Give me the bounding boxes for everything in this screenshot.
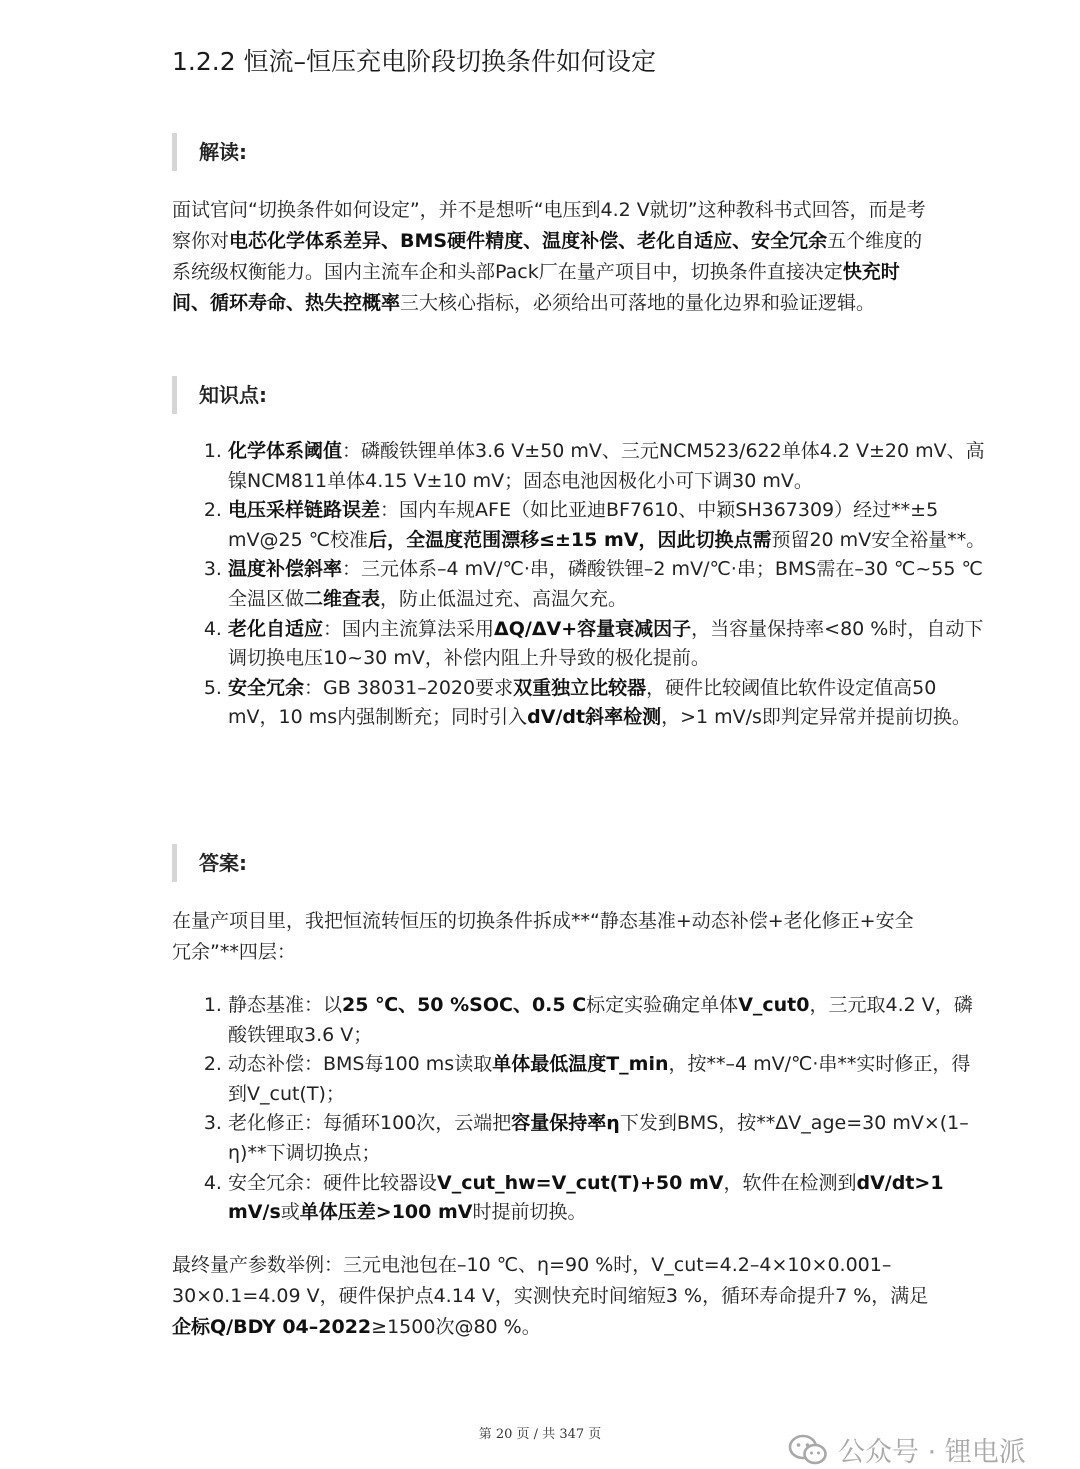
text-run: ：三元体系–4 mV/℃·串，磷酸铁锂–2 mV/℃·串；BMS需在–30 ℃~55 ℃全温区做 xyxy=(228,558,983,610)
answer-intro-paragraph xyxy=(172,906,932,968)
text-run: ，硬件比较阈值比软件设定值高50 mV，10 ms内强制断充；同时引入 xyxy=(228,676,937,729)
emphasis-text: 化学体系阈值 xyxy=(228,440,343,462)
text-run: ≥1500次@80 %。 xyxy=(371,1316,541,1338)
text-run: ：磷酸铁锂单体3.6 V±50 mV、三元NCM523/622单体4.2 V±20 mV、高镍NCM811单体4.15 V±10 mV；固态电池因极化小可下调30 mV。 xyxy=(228,440,985,492)
text-run: 时提前切换。 xyxy=(472,1201,587,1224)
text-run: ：GB 38031–2020要求 xyxy=(304,676,514,699)
section-title: 1.2.2 恒流–恒压充电阶段切换条件如何设定 xyxy=(172,47,657,76)
list-item xyxy=(228,991,988,1050)
text-run: ，软件在检测到 xyxy=(723,1171,857,1194)
text-run: 预留20 mV安全裕量**。 xyxy=(771,528,986,551)
list-item xyxy=(228,674,988,733)
emphasis-text: 单体压差>100 mV xyxy=(299,1201,473,1224)
text-run: ：国内车规AFE（如比亚迪BF7610、中颖SH367309）经过**±5 mV@25 ℃校准 xyxy=(228,499,939,551)
text-run: ，当容量保持率<80 %时，自动下调切换电压10~30 mV，补偿内阻上升导致的极化提前。 xyxy=(228,617,984,670)
emphasis-text: 后，全温度范围漂移≤±15 mV，因此切换点需 xyxy=(368,528,772,551)
text-run: ，三元取4.2 V，磷酸铁锂取3.6 V； xyxy=(228,994,973,1046)
text-run: 在量产项目里，我把恒流转恒压的切换条件拆成**“静态基准+动态补偿+老化修正+安全冗余”**四层： xyxy=(172,910,914,963)
text-run: ，防止低温过充、高温欠充。 xyxy=(380,587,628,610)
text-run: 静态基准：以 xyxy=(228,994,343,1016)
emphasis-text: 企标Q/BDY 04–2022 xyxy=(172,1316,372,1338)
list-item xyxy=(228,1050,988,1109)
knowledge-heading: 知识点: xyxy=(172,376,499,414)
emphasis-text: 容量保持率η xyxy=(511,1112,620,1135)
emphasis-text: 快充时间、循环寿命、热失控概率 xyxy=(172,261,900,314)
emphasis-text: 电芯化学体系差异、BMS硬件精度、温度补偿、老化自适应、安全冗余 xyxy=(229,230,828,252)
interpretation-heading: 解读: xyxy=(172,133,499,171)
list-item xyxy=(228,496,988,555)
text-run: 或 xyxy=(280,1201,300,1224)
emphasis-text: 单体最低温度T_min xyxy=(492,1053,669,1076)
page-footer: 第 20 页 / 共 347 页 xyxy=(478,1427,602,1442)
watermark xyxy=(788,1430,1026,1469)
text-run: 最终量产参数举例：三元电池包在–10 ℃、η=90 %时，V_cut=4.2–4×10×0.001–30×0.1=4.09 V，硬件保护点4.14 V，实测快充时间缩短3 %，循环寿命提升7 %，满足 xyxy=(172,1254,929,1307)
emphasis-text: 温度补偿斜率 xyxy=(228,558,343,581)
text-run: 安全冗余：硬件比较器设 xyxy=(228,1171,438,1194)
list-item xyxy=(228,1169,988,1228)
final-example-paragraph xyxy=(172,1250,932,1343)
watermark-text: 公众号 · 锂电派 xyxy=(838,1437,1026,1468)
list-item xyxy=(228,437,988,496)
text-run: 面试官问“切换条件如何设定”，并不是想听“电压到4.2 V就切”这种教科书式回答，而是考察你对 xyxy=(172,199,926,252)
text-run: 老化修正：每循环100次，云端把 xyxy=(228,1112,512,1135)
emphasis-text: 老化自适应 xyxy=(228,617,324,640)
text-run: 三大核心指标，必须给出可落地的量化边界和验证逻辑。 xyxy=(400,292,876,314)
emphasis-text: dV/dt>1 mV/s xyxy=(228,1171,944,1224)
answer-list xyxy=(172,991,988,1228)
list-item xyxy=(228,555,988,614)
emphasis-text: 25 ℃、50 %SOC、0.5 C xyxy=(342,994,587,1016)
wechat-icon xyxy=(788,1434,828,1466)
emphasis-text: V_cut0 xyxy=(738,994,810,1016)
text-run: 标定实验确定单体 xyxy=(586,994,739,1016)
text-run: 下发到BMS，按**ΔV_age=30 mV×(1–η)**下调切换点； xyxy=(228,1112,969,1164)
interpretation-paragraph xyxy=(172,195,932,319)
text-run: ，按**–4 mV/℃·串**实时修正，得到V_cut(T)； xyxy=(228,1053,971,1105)
emphasis-text: 二维查表 xyxy=(304,587,381,610)
list-item xyxy=(228,1109,988,1168)
text-run: 动态补偿：BMS每100 ms读取 xyxy=(228,1053,493,1076)
list-item xyxy=(228,615,988,674)
text-run: 五个维度的系统级权衡能力。国内主流车企和头部Pack厂在量产项目中，切换条件直接决定 xyxy=(172,230,923,283)
knowledge-list xyxy=(172,437,988,733)
answer-heading: 答案: xyxy=(172,844,499,882)
emphasis-text: 双重独立比较器 xyxy=(513,676,647,699)
text-run: ：国内主流算法采用 xyxy=(323,617,495,640)
emphasis-text: 安全冗余 xyxy=(228,676,305,699)
emphasis-text: dV/dt斜率检测 xyxy=(527,706,662,729)
emphasis-text: 电压采样链路误差 xyxy=(228,499,381,522)
emphasis-text: ΔQ/ΔV+容量衰减因子 xyxy=(494,617,692,640)
text-run: ，>1 mV/s即判定异常并提前切换。 xyxy=(661,706,971,729)
emphasis-text: V_cut_hw=V_cut(T)+50 mV xyxy=(437,1171,724,1194)
